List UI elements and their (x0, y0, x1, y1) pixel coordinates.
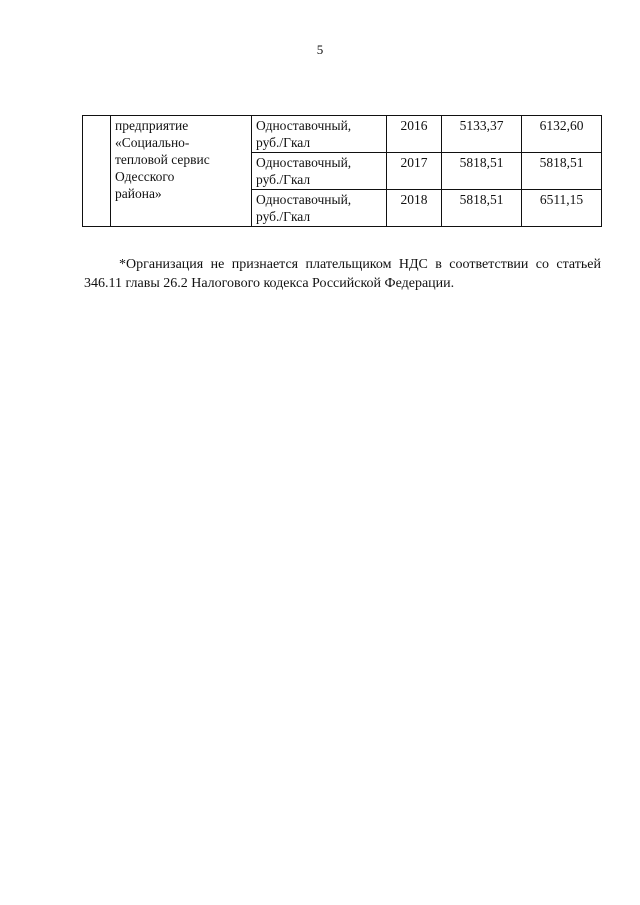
tariff-value-1: 5818,51 (442, 190, 522, 227)
table-row (83, 116, 602, 153)
organization-line: района» (115, 186, 162, 201)
tariff-unit: руб./Гкал (256, 172, 311, 187)
tariff-value-2: 6511,15 (522, 190, 602, 227)
tariff-table (82, 115, 602, 227)
vat-footnote: *Организация не признается плательщиком НДС в соответствии со статьей 346.11 главы 26.2 Налогового кодекса Российской Федерации. (84, 257, 601, 291)
tariff-value-2: 6132,60 (522, 116, 602, 153)
row-number-cell (83, 116, 111, 227)
tariff-unit-cell (252, 116, 387, 153)
year-cell: 2016 (387, 116, 442, 153)
organization-line: предприятие (115, 118, 189, 133)
tariff-unit-cell (252, 153, 387, 190)
tariff-unit: руб./Гкал (256, 135, 311, 150)
tariff-value-1: 5133,37 (442, 116, 522, 153)
tariff-type: Одноставочный, (256, 118, 352, 133)
year-cell: 2018 (387, 190, 442, 227)
year-cell: 2017 (387, 153, 442, 190)
tariff-unit-cell (252, 190, 387, 227)
tariff-value-1: 5818,51 (442, 153, 522, 190)
organization-line: тепловой сервис (115, 152, 210, 167)
organization-line: Одесского (115, 169, 175, 184)
tariff-type: Одноставочный, (256, 192, 352, 207)
organization-cell (111, 116, 252, 227)
tariff-value-2: 5818,51 (522, 153, 602, 190)
page-number: 5 (316, 42, 324, 57)
organization-line: «Социально- (115, 135, 190, 150)
tariff-unit: руб./Гкал (256, 209, 311, 224)
tariff-type: Одноставочный, (256, 155, 352, 170)
